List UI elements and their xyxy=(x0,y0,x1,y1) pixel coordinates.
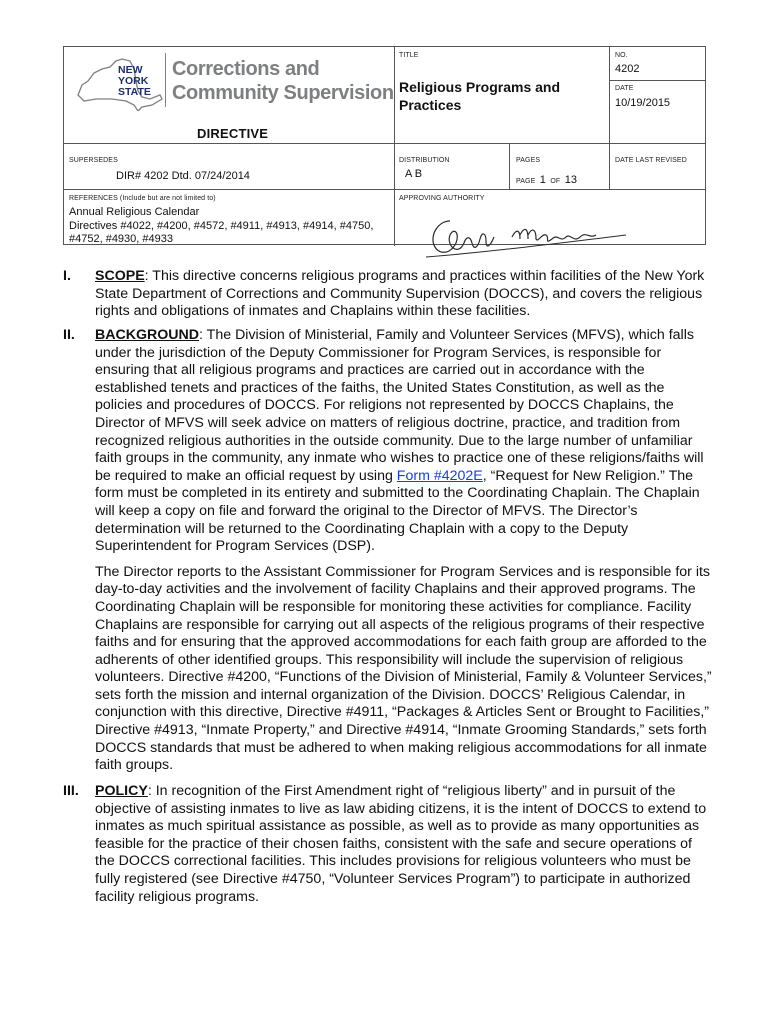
approving-signature-icon xyxy=(420,213,630,263)
section-body xyxy=(95,268,713,321)
state-line-1: NEW xyxy=(118,64,143,76)
distribution-cell xyxy=(399,157,450,180)
agency-name xyxy=(172,57,394,105)
number-cell xyxy=(615,52,639,75)
section-body xyxy=(95,783,713,906)
page-prefix: PAGE xyxy=(516,178,536,185)
section-number: III. xyxy=(63,783,79,799)
references-list xyxy=(69,206,389,247)
background-text-b: , “Request for New Religion.” The form must be completed in its entirety and submitted to the Coordinating Chaplain. The Chaplain will keep a copy on file and forward the original to the Director of MFVS. The Director’s determination will be returned to the Coordinating Chaplain with a copy to the Deputy Superintendent for Program Services (DSP). xyxy=(95,467,700,555)
divider xyxy=(609,47,610,143)
background-text-a: : The Division of Ministerial, Family and Volunteer Services (MFVS), which falls under the jurisdiction of the Deputy Commissioner for Program Services, is responsible for ensuring that all religious programs and practices are carried out in accordance with the established tenets and practices of the faiths, the United States Constitution, as well as the policies and procedures of DOCCS. For religions not represented by DOCCS Chaplains, the Director of MFVS will seek advice on matters of religious doctrine, practice, and tradition from recognized religious authorities in the outside community. Due to the large number of unfamiliar faith groups in the community, any inmate who wishes to practice one of these religions/faiths will be required to make an official request by using xyxy=(95,327,704,484)
approving-authority-cell xyxy=(399,195,485,202)
directive-title: Religious Programs and Practices xyxy=(399,79,561,113)
logo-separator xyxy=(165,53,166,107)
page-indicator xyxy=(516,170,577,188)
supersedes-label: SUPERSEDES xyxy=(69,157,118,164)
divider xyxy=(394,47,395,246)
state-line-3: STATE xyxy=(118,86,151,98)
divider xyxy=(64,189,706,190)
section-heading: POLICY xyxy=(95,783,148,799)
supersedes-cell xyxy=(69,157,118,164)
section-number: II. xyxy=(63,327,75,343)
last-revised-label: DATE LAST REVISED xyxy=(615,157,687,164)
supersedes-value: DIR# 4202 Dtd. 07/24/2014 xyxy=(116,170,250,182)
date-cell xyxy=(615,85,670,109)
page-number: 1 xyxy=(539,174,546,186)
references-cell xyxy=(69,195,389,247)
divider xyxy=(609,80,706,81)
agency-name-line-2: Community Supervision xyxy=(172,82,394,104)
pages-label: PAGES xyxy=(516,157,541,164)
section-background xyxy=(63,327,713,783)
reference-item: Annual Religious Calendar xyxy=(69,206,200,218)
scope-text: : This directive concerns religious programs and practices within facilities of the New York State Department of Corrections and Community Supervision (DOCCS), and covers the religious rights and obligations of inmates and Chaplains within these facilities. xyxy=(95,268,705,320)
section-heading: BACKGROUND xyxy=(95,327,200,343)
pages-cell xyxy=(516,157,577,188)
background-paragraph-2: The Director reports to the Assistant Commissioner for Program Services and is responsible for its day-to-day activities and the involvement of facility Chaplains and their approved programs. The Coordinating Chaplain will be responsible for monitoring these activities for compliance. Facility Chaplains are responsible for carrying out all aspects of the religious programs of their respective faiths and for ensuring that the approved accommodations for each faith group are afforded to the adherents of other identified groups. This responsibility will include the supervision of religious volunteers. Directive #4200, “Functions of the Division of Ministerial, Family & Volunteer Services,” sets forth the mission and internal organization of the Division. DOCCS’ Religious Calendar, in conjunction with this directive, Directive #4911, “Packages & Articles Sent or Brought to Facilities,” Directive #4913, “Inmate Property,” and Directive #4914, “Inmate Grooming Standards,” sets forth DOCCS standards that must be adhered to when making religious accommodations for all inmate faith groups. xyxy=(95,563,712,774)
directive-number: 4202 xyxy=(615,63,640,75)
section-heading: SCOPE xyxy=(95,268,145,284)
divider xyxy=(609,143,610,189)
new-york-state-map-icon xyxy=(72,55,164,111)
background-paragraph-1 xyxy=(95,327,713,556)
page-of: OF xyxy=(550,178,561,185)
distribution-value: A B xyxy=(405,168,423,180)
policy-text: : In recognition of the First Amendment right of “religious liberty” and in pursuit of the objective of assisting inmates to live as law abiding citizens, it is the intent of DOCCS to extend to inmates as much spiritual assistance as possible, as well as to provide as many opportunities as feasible for the practice of their chosen faiths, consistent with the safe and secure operations of the DOCCS correctional facilities. This includes provisions for religious volunteers who must be fully registered (see Directive #4750, “Volunteer Services Program”) to participate in authorized facility religious programs. xyxy=(95,783,707,905)
agency-name-line-1: Corrections and xyxy=(172,58,320,80)
approving-authority-label: APPROVING AUTHORITY xyxy=(399,195,485,202)
page-total: 13 xyxy=(564,174,577,186)
divider xyxy=(509,143,510,189)
agency-logo xyxy=(64,47,394,143)
section-number: I. xyxy=(63,268,71,284)
section-policy xyxy=(63,783,713,906)
section-body xyxy=(95,327,713,775)
doc-type: DIRECTIVE xyxy=(197,126,269,141)
section-scope xyxy=(63,268,713,321)
distribution-label: DISTRIBUTION xyxy=(399,157,450,164)
date-label: DATE xyxy=(615,85,634,92)
reference-item: Directives #4022, #4200, #4572, #4911, #4913, #4914, #4750, xyxy=(69,219,374,232)
form-4202e-link[interactable]: Form #4202E xyxy=(396,467,483,484)
state-line-2: YORK xyxy=(118,75,149,87)
title-label: TITLE xyxy=(399,52,419,59)
last-revised-cell xyxy=(615,157,687,164)
reference-item: #4752, #4930, #4933 xyxy=(69,233,173,245)
title-cell xyxy=(399,52,419,59)
references-label: REFERENCES (Include but are not limited to) xyxy=(69,195,216,202)
directive-date: 10/19/2015 xyxy=(615,97,671,109)
number-label: NO. xyxy=(615,52,628,59)
